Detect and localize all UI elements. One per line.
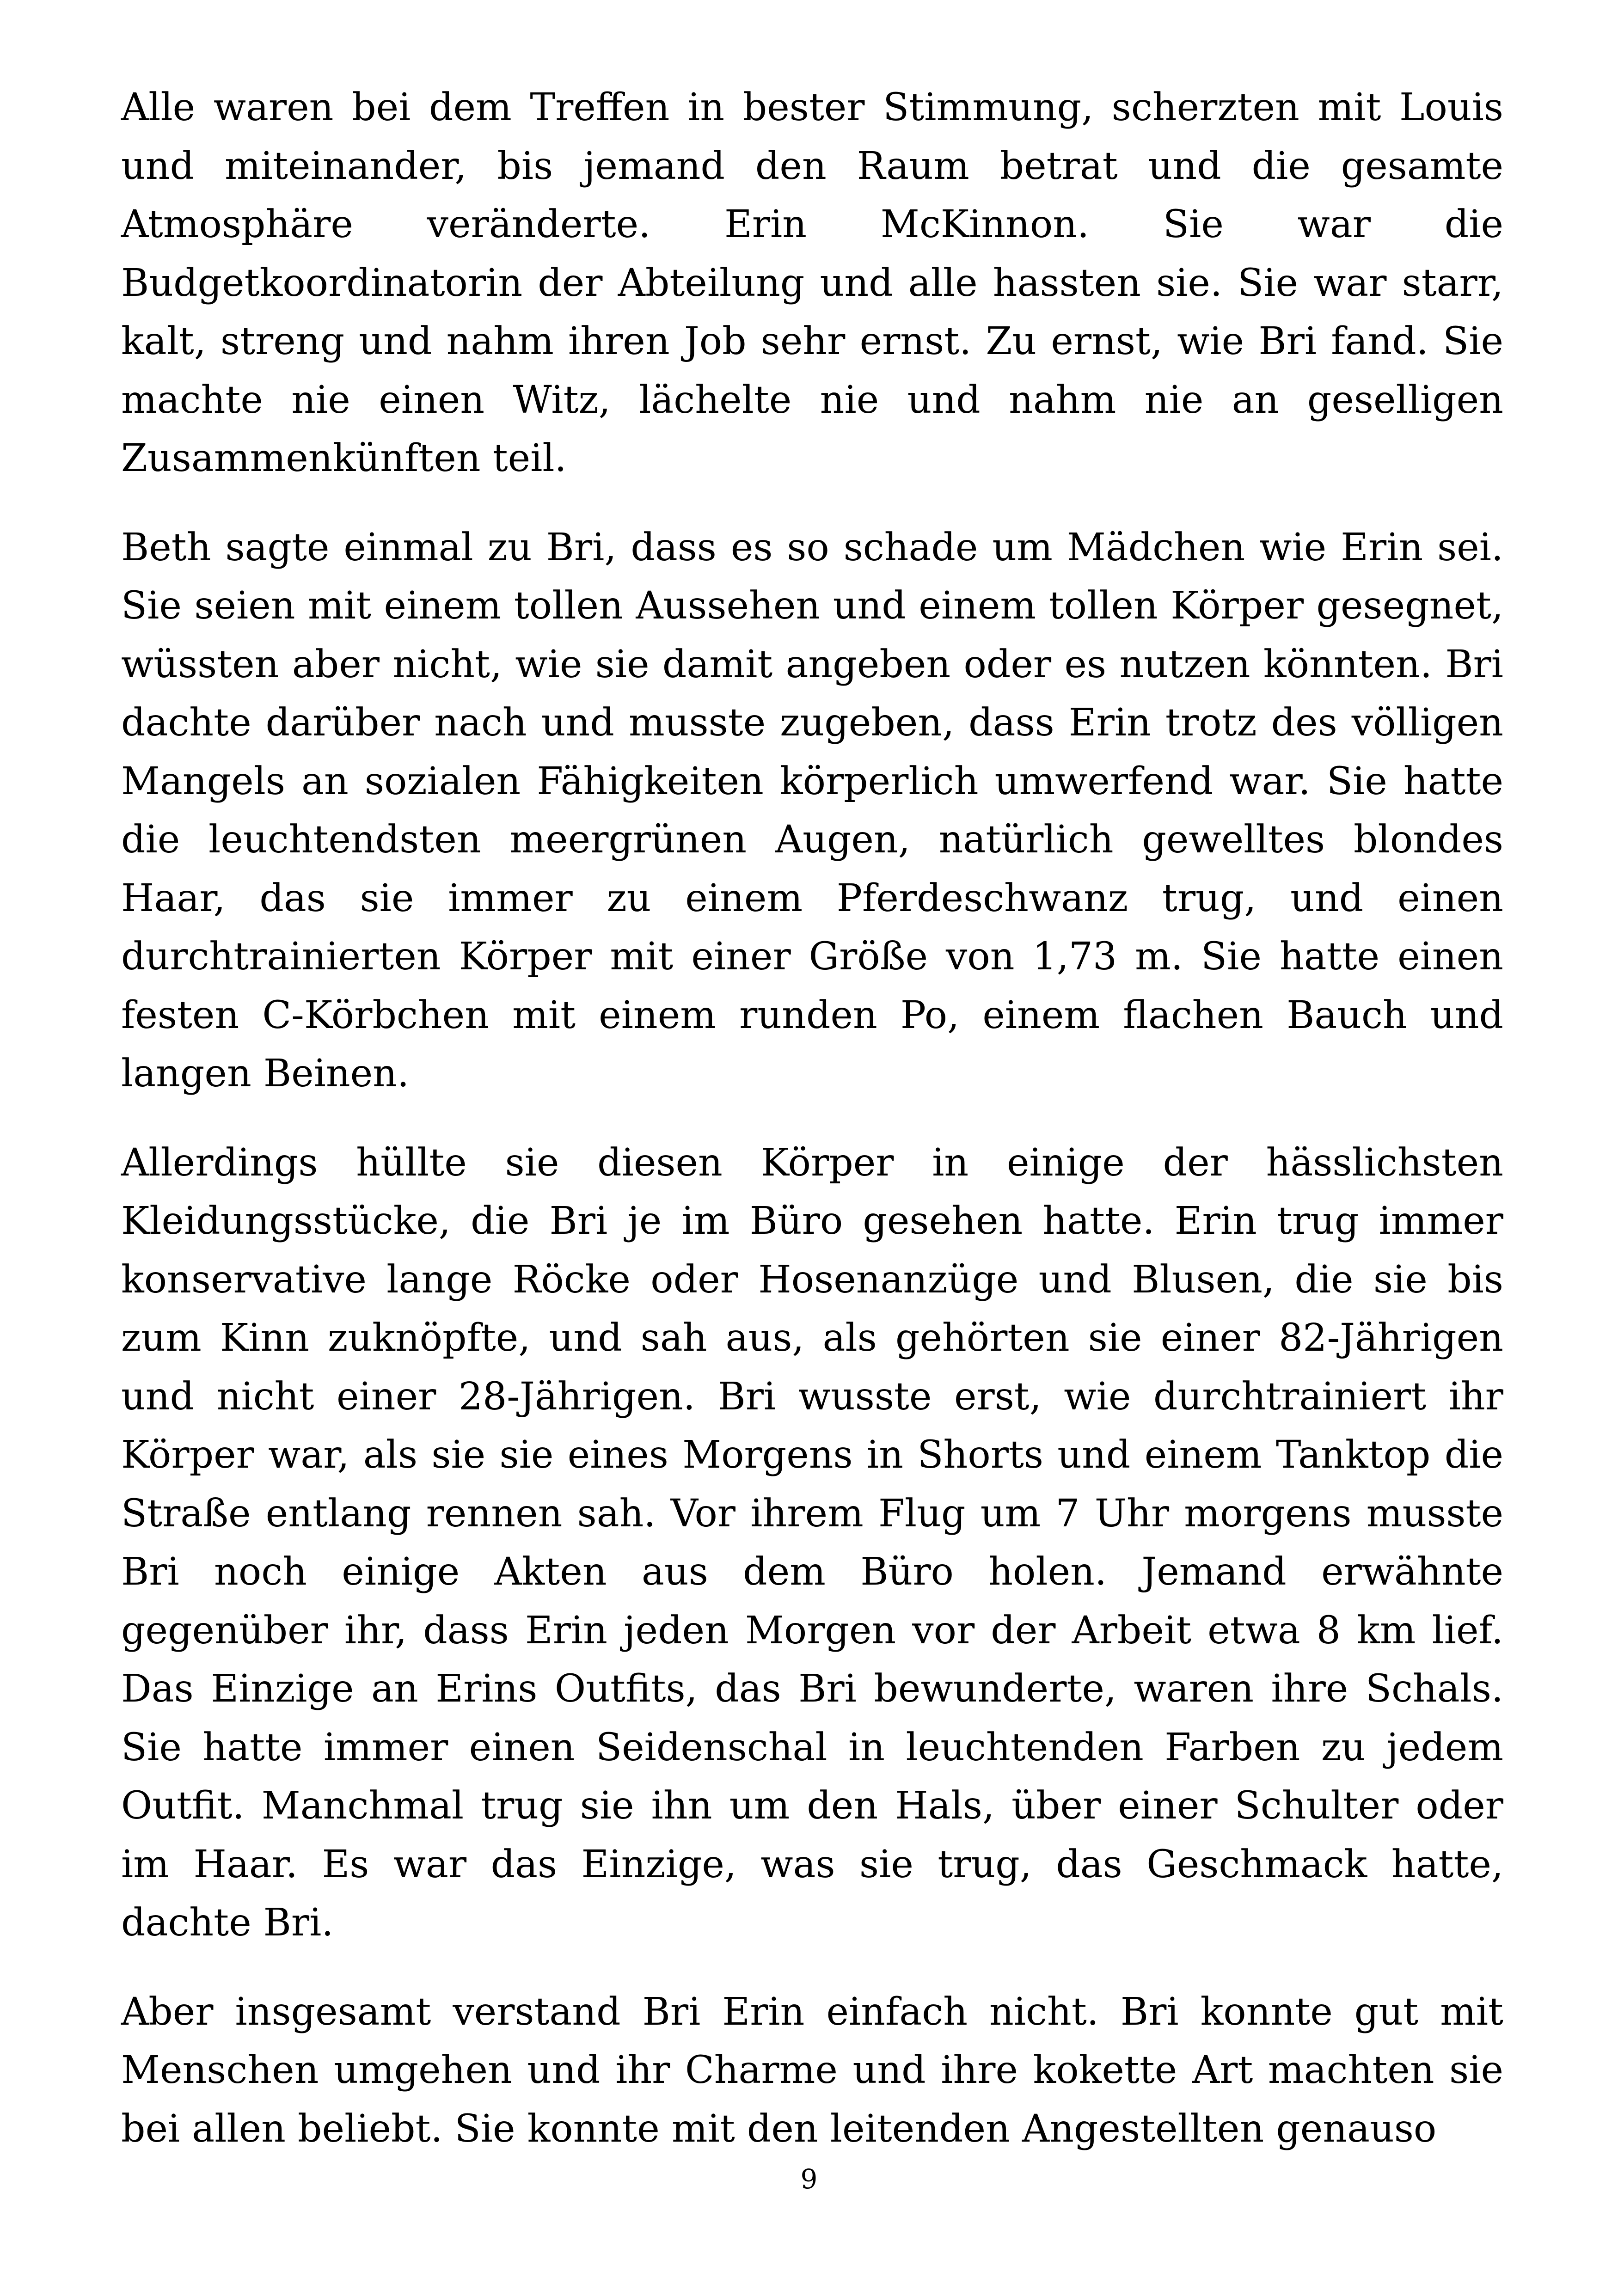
paragraph-1: Alle waren bei dem Treffen in bester Stimmung, scherzten mit Louis und miteinander, bis jemand den Raum betrat und die gesamte Atmosphäre veränderte. Erin McKinnon. Sie war die Budgetkoordinatorin der Abteilung und alle hassten sie. Sie war starr, kalt, streng und nahm ihren Job sehr ernst. Zu ernst, wie Bri fand. Sie machte nie einen Witz, lächelte nie und nahm nie an geselligen Zusammenkünften teil. bbox=[121, 86, 1503, 480]
body-text bbox=[121, 79, 1503, 2189]
paragraph-2: Beth sagte einmal zu Bri, dass es so schade um Mädchen wie Erin sei. Sie seien mit einem tollen Aussehen und einem tollen Körper gesegnet, wüssten aber nicht, wie sie damit angeben oder es nutzen könnten. Bri dachte darüber nach und musste zugeben, dass Erin trotz des völligen Mangels an sozialen Fähigkeiten körperlich umwerfend war. Sie hatte die leuchtendsten meergrünen Augen, natürlich gewelltes blondes Haar, das sie immer zu einem Pferdeschwanz trug, und einen durchtrainierten Körper mit einer Größe von 1,73 m. Sie hatte einen festen C-Körbchen mit einem runden Po, einem flachen Bauch und langen Beinen. bbox=[121, 525, 1503, 1096]
paragraph-4: Aber insgesamt verstand Bri Erin einfach nicht. Bri konnte gut mit Menschen umgehen und ihr Charme und ihre kokette Art machten sie bei allen beliebt. Sie konnte mit den leitenden Angestellten genauso bbox=[121, 1990, 1503, 2151]
paragraph-3: Allerdings hüllte sie diesen Körper in einige der hässlichsten Kleidungsstücke, die Bri je im Büro gesehen hatte. Erin trug immer konservative lange Röcke oder Hosenanzüge und Blusen, die sie bis zum Kinn zuknöpfte, und sah aus, als gehörten sie einer 82-Jährigen und nicht einer 28-Jährigen. Bri wusste erst, wie durchtrainiert ihr Körper war, als sie sie eines Morgens in Shorts und einem Tanktop die Straße entlang rennen sah. Vor ihrem Flug um 7 Uhr morgens musste Bri noch einige Akten aus dem Büro holen. Jemand erwähnte gegenüber ihr, dass Erin jeden Morgen vor der Arbeit etwa 8 km lief. Das Einzige an Erins Outfits, das Bri bewunderte, waren ihre Schals. Sie hatte immer einen Seidenschal in leuchtenden Farben zu jedem Outfit. Manchmal trug sie ihn um den Hals, über einer Schulter oder im Haar. Es war das Einzige, was sie trug, das Geschmack hatte, dachte Bri. bbox=[121, 1140, 1503, 1945]
page-number: 9 bbox=[800, 2163, 818, 2195]
